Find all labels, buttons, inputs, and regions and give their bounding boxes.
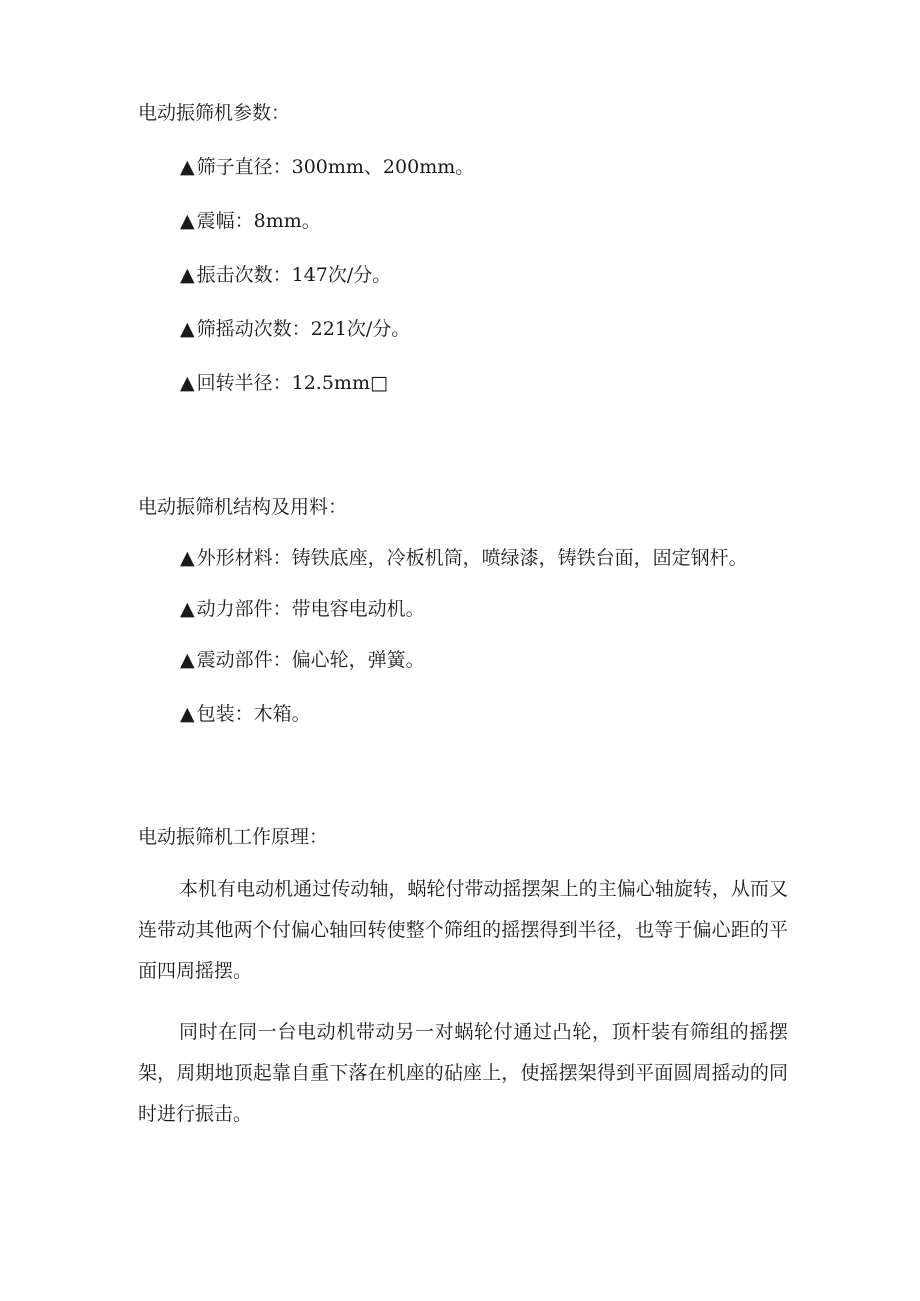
- bullet-triangle-icon: ▲: [180, 649, 195, 671]
- bullet-triangle-icon: ▲: [180, 264, 195, 286]
- bullet-triangle-icon: ▲: [180, 318, 195, 340]
- principle-paragraph: 同时在同一台电动机带动另一对蜗轮付通过凸轮，顶杆装有筛组的摇摆架，周期地顶起靠自重下落在机座的砧座上，使摇摆架得到平面圆周摇动的同时进行振击。: [138, 1021, 788, 1125]
- structure-item-text: 震动部件：偏心轮，弹簧。: [196, 649, 425, 671]
- params-item-text: 筛摇动次数：221次/分。: [196, 318, 411, 340]
- params-item-text: 震幅：8mm。: [196, 210, 321, 232]
- params-item: [180, 374, 388, 393]
- bullet-triangle-icon: ▲: [180, 598, 195, 620]
- bullet-triangle-icon: ▲: [180, 547, 195, 569]
- params-item-text: 回转半径：12.5mm□: [196, 372, 388, 394]
- params-item-text: 筛子直径：300mm、200mm。: [196, 156, 475, 178]
- structure-item: [180, 600, 425, 619]
- structure-item: [180, 705, 311, 724]
- structure-item-text: 包装：木箱。: [196, 703, 311, 725]
- structure-item-text: 动力部件：带电容电动机。: [196, 598, 425, 620]
- structure-item-text: 外形材料：铸铁底座，冷板机筒，喷绿漆，铸铁台面，固定钢杆。: [196, 547, 748, 569]
- params-heading: 电动振筛机参数：: [138, 102, 291, 124]
- principle-paragraph: 本机有电动机通过传动轴，蜗轮付带动摇摆架上的主偏心轴旋转，从而又连带动其他两个付偏心轴回转使整个筛组的摇摆得到半径，也等于偏心距的平面四周摇摆。: [138, 878, 788, 982]
- bullet-triangle-icon: ▲: [180, 210, 195, 232]
- params-item: [180, 266, 391, 285]
- structure-heading: 电动振筛机结构及用料：: [138, 496, 348, 518]
- structure-item: [180, 549, 748, 568]
- principle-heading: 电动振筛机工作原理：: [138, 826, 329, 848]
- params-item: [180, 158, 474, 177]
- params-item: [180, 320, 410, 339]
- params-item: [180, 212, 321, 231]
- bullet-triangle-icon: ▲: [180, 156, 195, 178]
- structure-item: [180, 651, 425, 670]
- bullet-triangle-icon: ▲: [180, 372, 195, 394]
- bullet-triangle-icon: ▲: [180, 703, 195, 725]
- params-item-text: 振击次数：147次/分。: [196, 264, 392, 286]
